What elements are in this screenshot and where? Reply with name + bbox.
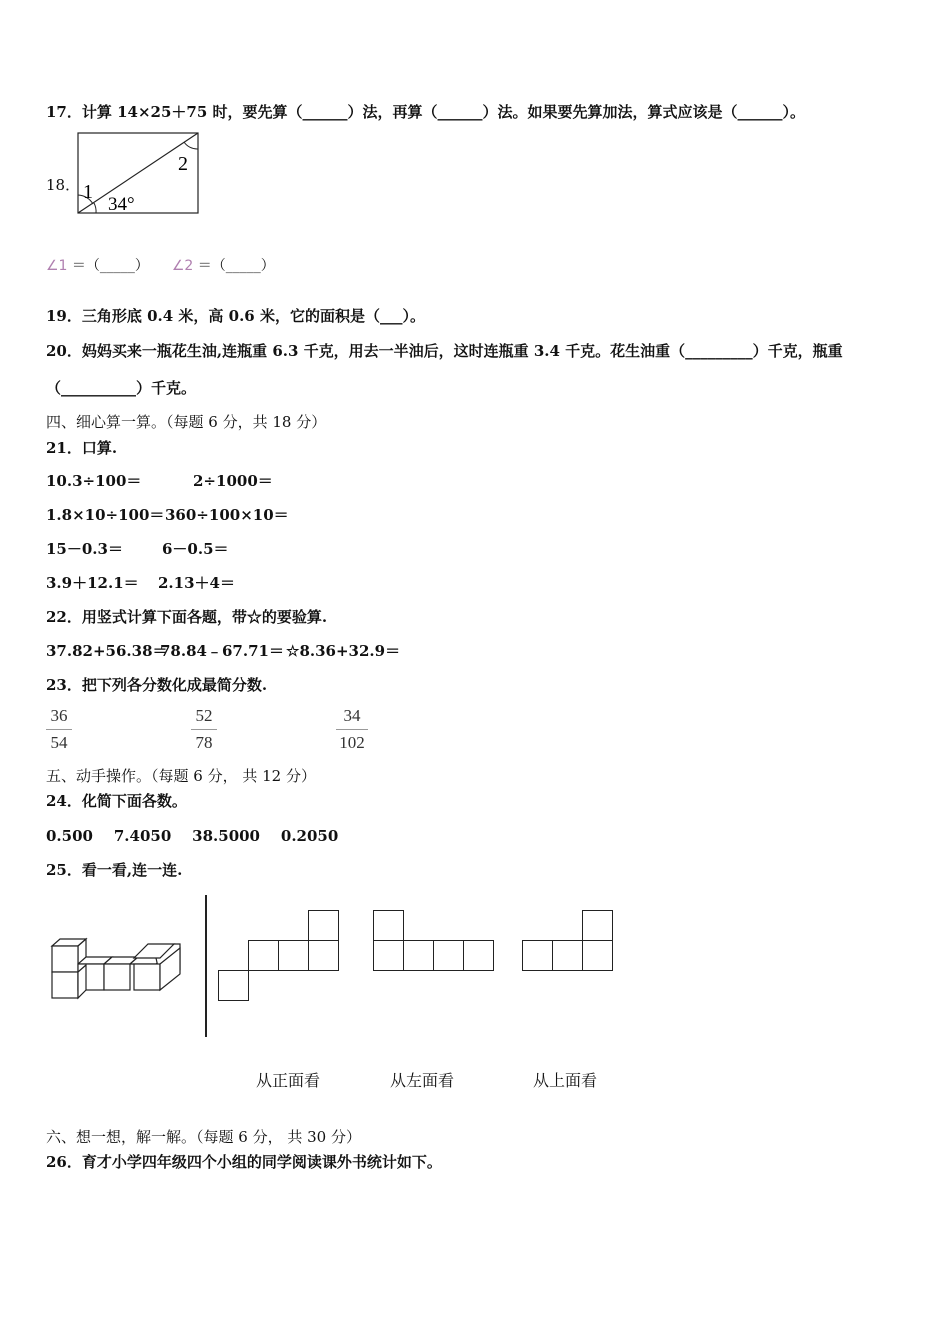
angle-1-mark: 1 <box>83 181 93 203</box>
label-front-view: 从正面看 <box>256 1071 321 1090</box>
angle-2-mark: 2 <box>178 153 188 175</box>
q21-row-2-left: 1.8×10÷100＝ <box>46 506 165 524</box>
fraction-2 <box>191 705 217 754</box>
fraction-1-numerator: 36 <box>50 706 68 725</box>
q21-row-4-right: 2.13＋4＝ <box>158 574 235 592</box>
3d-cube-figure <box>48 936 184 1002</box>
label-left-view: 从左面看 <box>390 1071 455 1090</box>
question-25-title: 25．看一看,连一连. <box>46 861 183 879</box>
question-24-title: 24．化简下面各数。 <box>46 792 187 810</box>
angle-34-label: 34° <box>108 194 135 215</box>
question-22-title: 22．用竖式计算下面各题，带☆的要验算. <box>46 608 328 626</box>
q21-row-3-left: 15－0.3＝ <box>46 540 123 558</box>
question-26: 26．育才小学四年级四个小组的同学阅读课外书统计如下。 <box>46 1153 442 1171</box>
question-20-line-2: （__________）千克。 <box>46 379 197 397</box>
q24-numbers: 0.500 7.4050 38.5000 0.2050 <box>46 827 339 845</box>
separator-line <box>205 895 207 1037</box>
question-20-line-1: 20．妈妈买来一瓶花生油,连瓶重 6.3 千克，用去一半油后，这时连瓶重 3.4 千克。花生油重（_________）千克，瓶重 <box>46 342 843 360</box>
question-18-number: 18． <box>46 176 81 194</box>
angle-answers <box>46 256 275 276</box>
q21-row-3-right: 6－0.5＝ <box>162 540 229 558</box>
fraction-3-denominator: 102 <box>339 733 365 752</box>
fraction-1-denominator: 54 <box>50 733 68 752</box>
q21-row-1-left: 10.3÷100＝ <box>46 472 142 490</box>
q22-item-1: 37.82+56.38＝ <box>46 642 168 660</box>
angle-2-blank: ＝（_____） <box>197 258 275 274</box>
section-5-heading: 五、动手操作。（每题 6 分， 共 12 分） <box>46 767 316 785</box>
q22-item-2: 78.84﹣67.71＝ <box>160 642 284 660</box>
q21-row-2-right: 360÷100×10＝ <box>165 506 289 524</box>
question-23-title: 23．把下列各分数化成最简分数. <box>46 676 268 694</box>
angle-1-blank: ＝（_____） <box>71 258 149 274</box>
fraction-3-numerator: 34 <box>343 706 361 725</box>
section-4-heading: 四、细心算一算。（每题 6 分，共 18 分） <box>46 413 327 431</box>
section-6-heading: 六、想一想，解一解。（每题 6 分， 共 30 分） <box>46 1128 361 1146</box>
question-19: 19．三角形底 0.4 米，高 0.6 米，它的面积是（___）。 <box>46 307 425 325</box>
question-17: 17．计算 14×25＋75 时，要先算（______）法，再算（______）法。如果要先算加法，算式应该是（______）。 <box>46 103 806 121</box>
angle-2-symbol: ∠2 <box>171 258 194 274</box>
question-21-title: 21．口算. <box>46 439 118 457</box>
q22-item-3: ☆8.36+32.9＝ <box>286 642 401 660</box>
q21-row-4-left: 3.9＋12.1＝ <box>46 574 139 592</box>
fraction-3 <box>336 705 368 754</box>
angle-1-symbol: ∠1 <box>46 258 68 274</box>
fraction-2-numerator: 52 <box>195 706 213 725</box>
angle-rectangle-figure <box>76 130 202 216</box>
fraction-1 <box>46 705 72 754</box>
fraction-2-denominator: 78 <box>195 733 213 752</box>
label-top-view: 从上面看 <box>533 1071 598 1090</box>
q21-row-1-right: 2÷1000＝ <box>193 472 273 490</box>
